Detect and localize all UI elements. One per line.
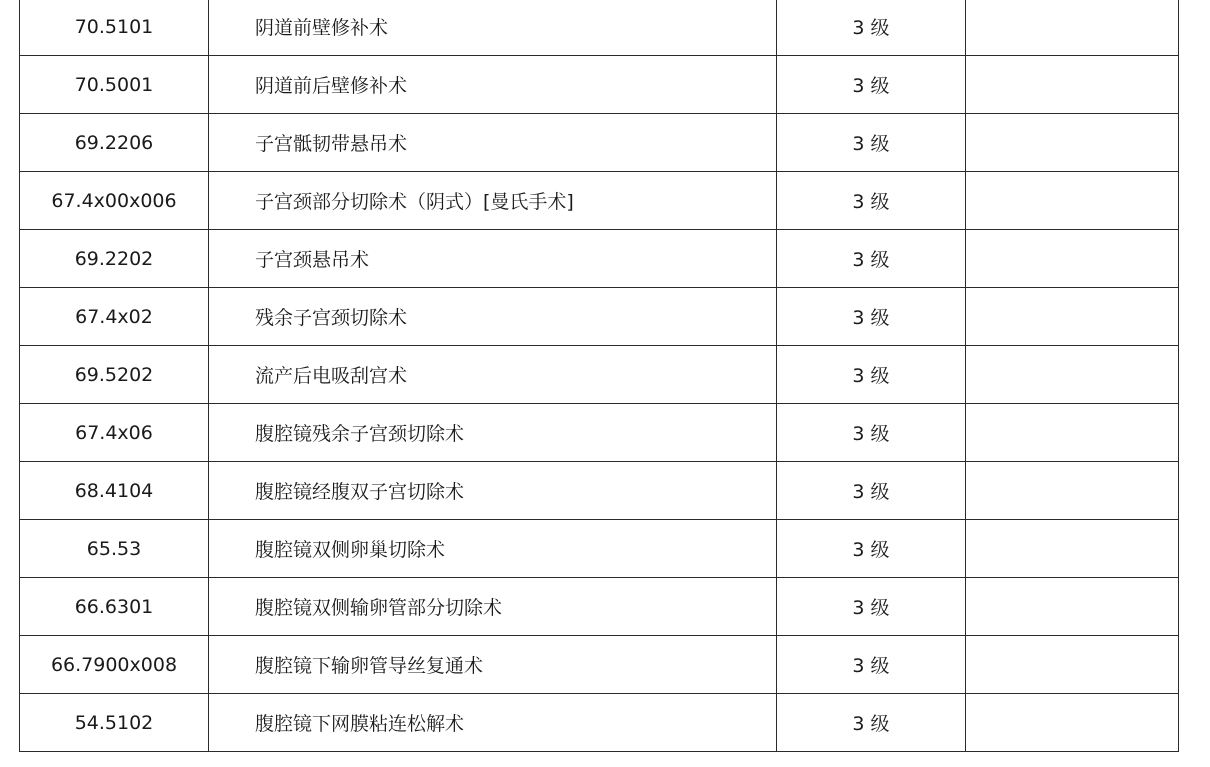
procedure-note-cell — [966, 172, 1179, 230]
procedure-level-cell: 3 级 — [777, 172, 966, 230]
table-row — [20, 230, 1179, 288]
procedure-level-cell: 3 级 — [777, 288, 966, 346]
procedure-note-cell — [966, 114, 1179, 172]
table-row — [20, 346, 1179, 404]
table-row — [20, 694, 1179, 752]
table-row — [20, 520, 1179, 578]
procedure-note-cell — [966, 230, 1179, 288]
procedure-code-cell: 70.5001 — [20, 56, 209, 114]
procedure-level-cell: 3 级 — [777, 578, 966, 636]
procedure-name-cell: 腹腔镜双侧输卵管部分切除术 — [209, 578, 777, 636]
procedure-note-cell — [966, 578, 1179, 636]
procedure-name-cell: 腹腔镜下网膜粘连松解术 — [209, 694, 777, 752]
procedure-level-cell: 3 级 — [777, 346, 966, 404]
procedure-name-cell: 阴道前壁修补术 — [209, 0, 777, 56]
procedure-note-cell — [966, 694, 1179, 752]
procedure-level-cell: 3 级 — [777, 404, 966, 462]
procedure-code-cell: 65.53 — [20, 520, 209, 578]
procedure-level-cell: 3 级 — [777, 636, 966, 694]
procedure-name-cell: 残余子宫颈切除术 — [209, 288, 777, 346]
table-row — [20, 578, 1179, 636]
procedure-table-body — [20, 0, 1179, 752]
procedure-code-cell: 67.4x02 — [20, 288, 209, 346]
table-row — [20, 288, 1179, 346]
procedure-name-cell: 腹腔镜双侧卵巢切除术 — [209, 520, 777, 578]
table-row — [20, 56, 1179, 114]
procedure-code-cell: 66.7900x008 — [20, 636, 209, 694]
table-row — [20, 636, 1179, 694]
procedure-name-cell: 子宫颈悬吊术 — [209, 230, 777, 288]
procedure-level-cell: 3 级 — [777, 520, 966, 578]
procedure-level-cell: 3 级 — [777, 462, 966, 520]
procedure-note-cell — [966, 346, 1179, 404]
procedure-code-cell: 68.4104 — [20, 462, 209, 520]
procedure-level-cell: 3 级 — [777, 230, 966, 288]
procedure-code-cell: 67.4x00x006 — [20, 172, 209, 230]
table-row — [20, 404, 1179, 462]
procedure-name-cell: 子宫颈部分切除术（阴式）[曼氏手术] — [209, 172, 777, 230]
procedure-note-cell — [966, 404, 1179, 462]
procedure-note-cell — [966, 462, 1179, 520]
procedure-level-cell: 3 级 — [777, 56, 966, 114]
table-row — [20, 0, 1179, 56]
table-row — [20, 172, 1179, 230]
procedure-code-cell: 67.4x06 — [20, 404, 209, 462]
procedure-name-cell: 流产后电吸刮宫术 — [209, 346, 777, 404]
procedure-name-cell: 腹腔镜下输卵管导丝复通术 — [209, 636, 777, 694]
procedure-code-cell: 69.2206 — [20, 114, 209, 172]
procedure-level-cell: 3 级 — [777, 0, 966, 56]
table-row — [20, 114, 1179, 172]
procedure-code-cell: 69.5202 — [20, 346, 209, 404]
procedure-level-cell: 3 级 — [777, 114, 966, 172]
procedure-code-cell: 66.6301 — [20, 578, 209, 636]
procedure-note-cell — [966, 520, 1179, 578]
procedure-code-cell: 69.2202 — [20, 230, 209, 288]
procedure-table — [19, 0, 1179, 752]
procedure-note-cell — [966, 636, 1179, 694]
procedure-level-cell: 3 级 — [777, 694, 966, 752]
procedure-note-cell — [966, 56, 1179, 114]
procedure-note-cell — [966, 0, 1179, 56]
procedure-code-cell: 70.5101 — [20, 0, 209, 56]
procedure-name-cell: 阴道前后壁修补术 — [209, 56, 777, 114]
procedure-name-cell: 子宫骶韧带悬吊术 — [209, 114, 777, 172]
table-row — [20, 462, 1179, 520]
procedure-name-cell: 腹腔镜残余子宫颈切除术 — [209, 404, 777, 462]
procedure-code-cell: 54.5102 — [20, 694, 209, 752]
procedure-note-cell — [966, 288, 1179, 346]
procedure-name-cell: 腹腔镜经腹双子宫切除术 — [209, 462, 777, 520]
